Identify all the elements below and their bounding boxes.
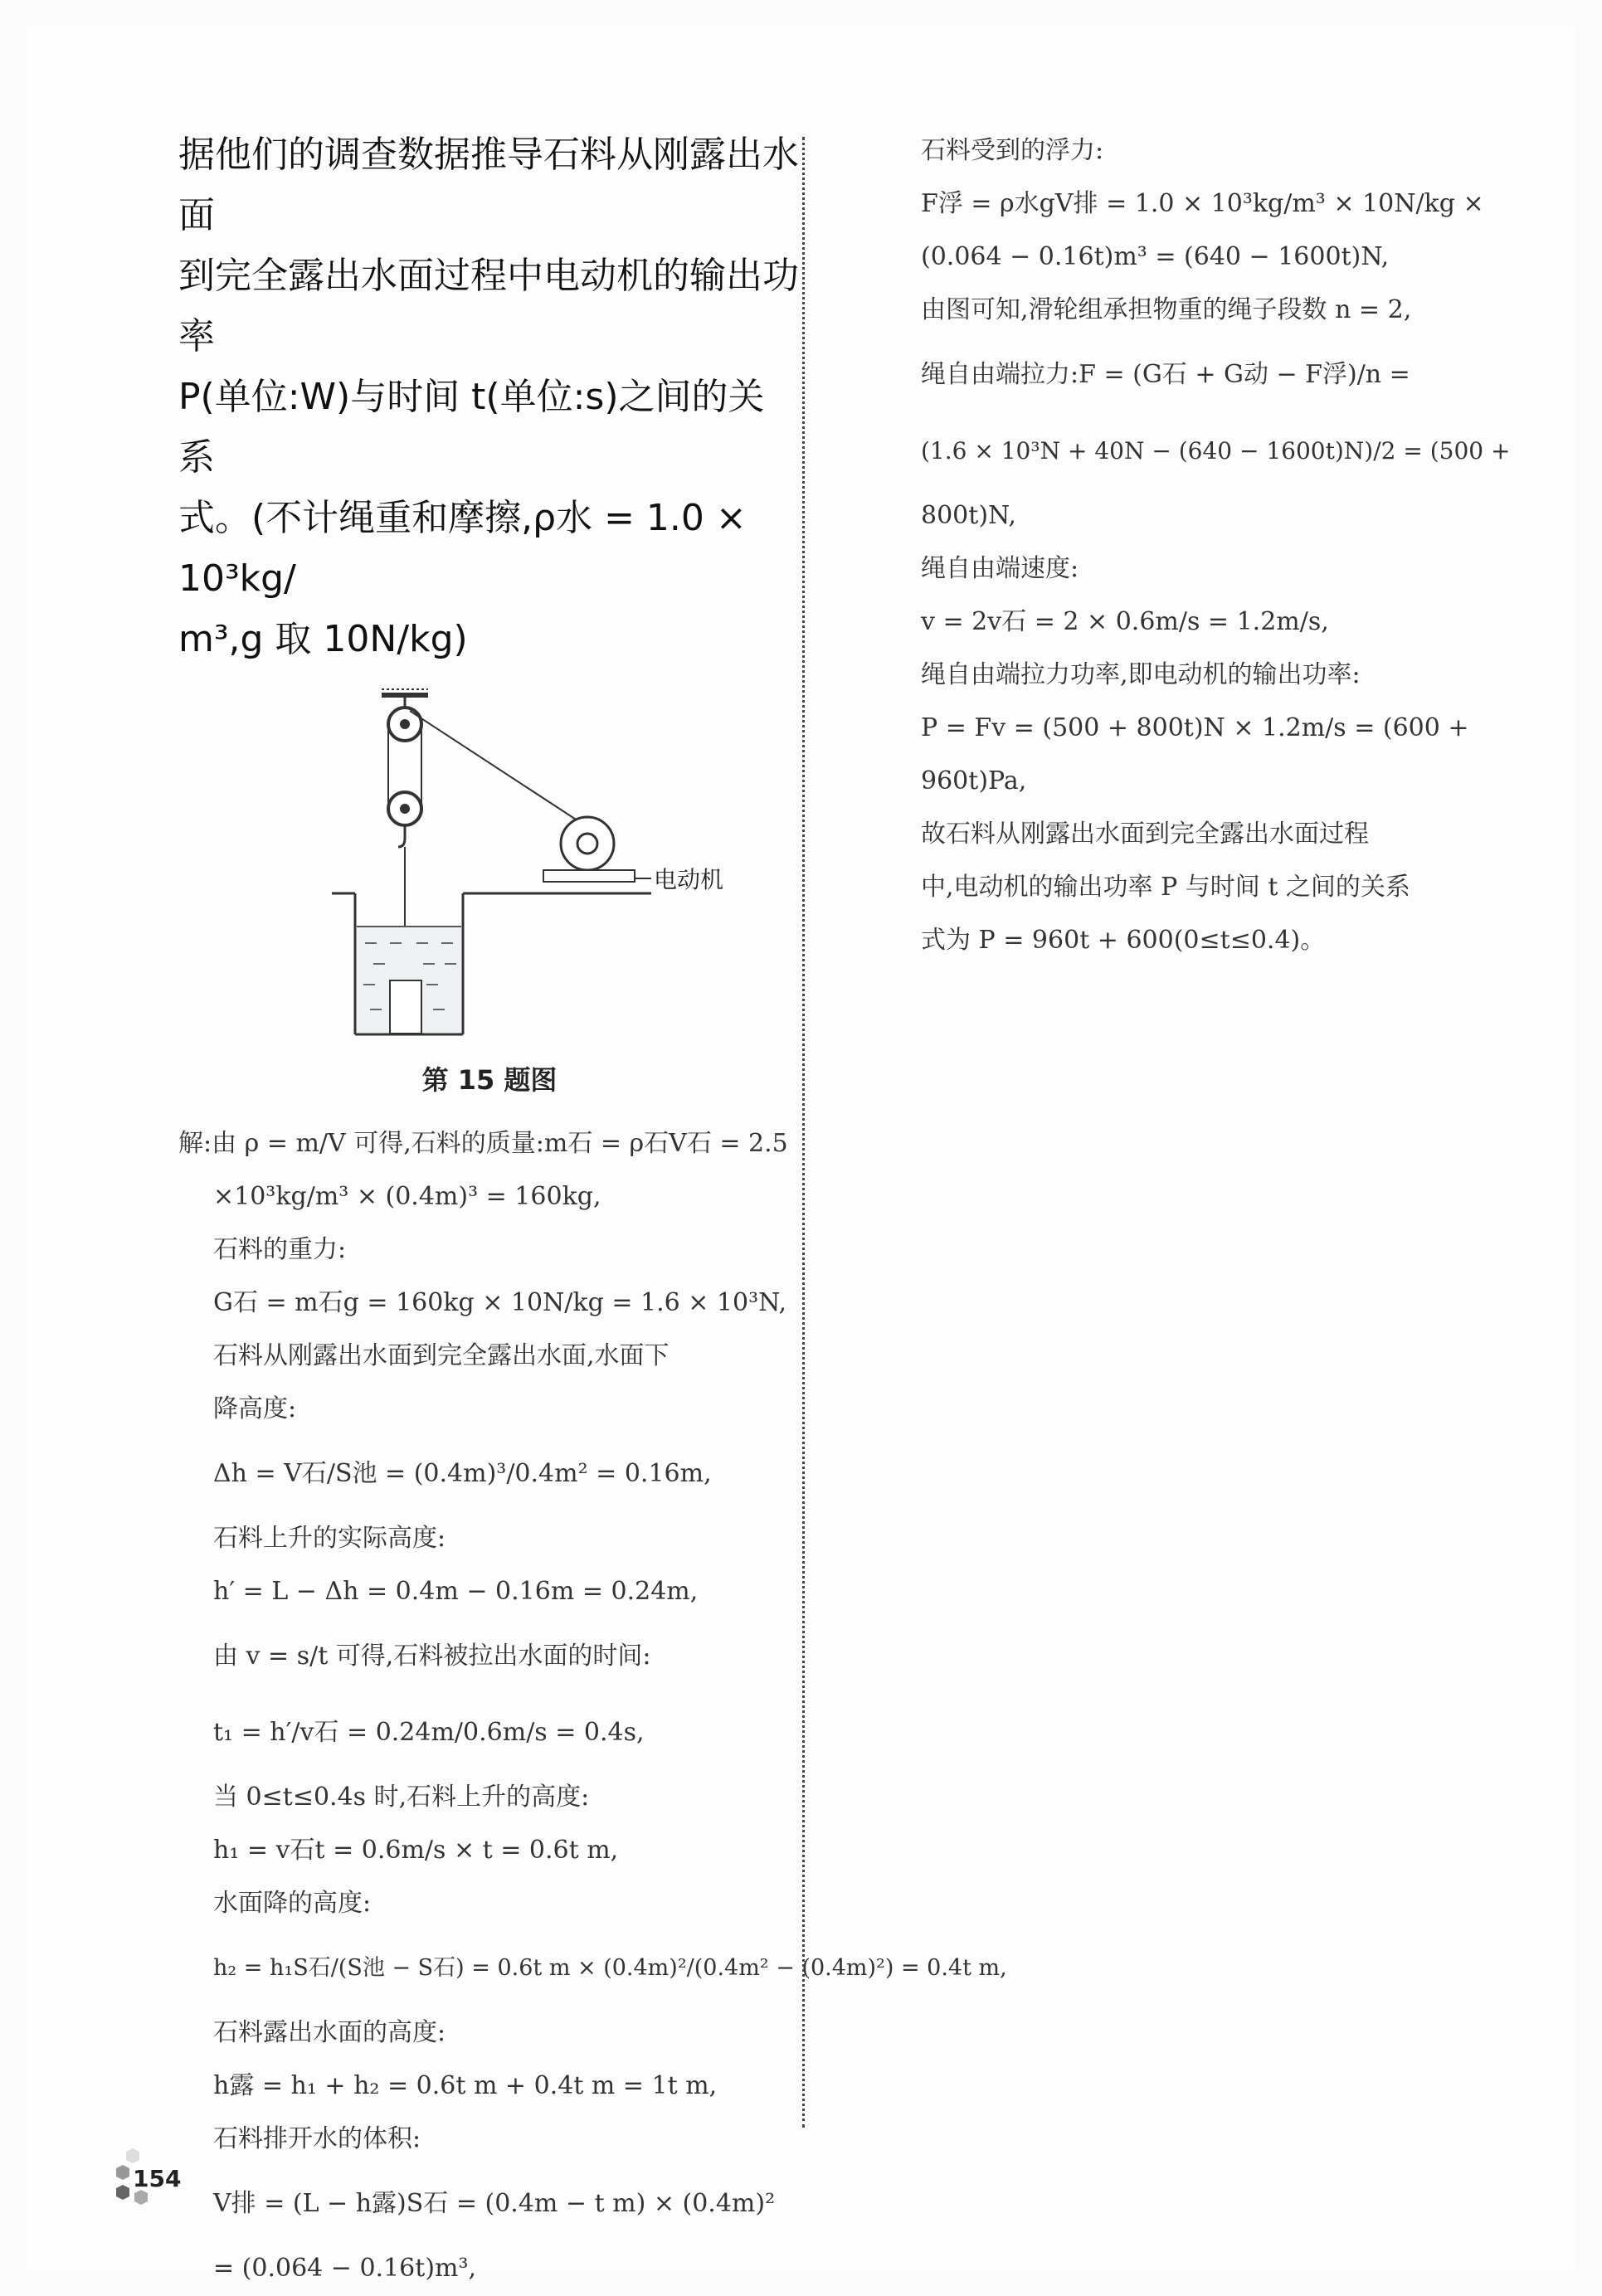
- pulley-diagram: [324, 686, 788, 1051]
- solution-line: 石料从刚露出水面到完全露出水面,水面下: [213, 1341, 670, 1370]
- solution-line: 降高度:: [213, 1394, 297, 1423]
- solution-line: G石 = m石g = 160kg × 10N/kg = 1.6 × 10³N,: [213, 1288, 786, 1317]
- solution-line: h′ = L − Δh = 0.4m − 0.16m = 0.24m,: [213, 1577, 699, 1606]
- motor-label: 电动机: [654, 866, 724, 893]
- solution-line: 由图可知,滑轮组承担物重的绳子段数 n = 2,: [921, 295, 1412, 324]
- solution-line: 960t)Pa,: [921, 766, 1027, 795]
- solution-line: 解:由 ρ = m/V 可得,石料的质量:m石 = ρ石V石 = 2.5: [178, 1129, 788, 1158]
- ceiling: [382, 693, 428, 698]
- solution-line: F浮 = ρ水gV排 = 1.0 × 10³kg/m³ × 10N/kg ×: [921, 189, 1484, 218]
- solution-line: 式为 P = 960t + 600(0≤t≤0.4)。: [921, 926, 1326, 955]
- solution-line: 中,电动机的输出功率 P 与时间 t 之间的关系: [921, 873, 1410, 902]
- page-number: 154: [133, 2165, 182, 2192]
- solution-line: h₁ = v石t = 0.6m/s × t = 0.6t m,: [213, 1836, 619, 1865]
- solution-line: (1.6 × 10³N + 40N − (640 − 1600t)N)/2 = (500 +: [921, 437, 1511, 465]
- problem-statement: [178, 124, 801, 669]
- solution-line: 石料排开水的体积:: [213, 2124, 421, 2153]
- solution-line: 水面降的高度:: [213, 1889, 372, 1918]
- solution-line: h露 = h₁ + h₂ = 0.6t m + 0.4t m = 1t m,: [213, 2071, 718, 2100]
- right-column: [921, 124, 1511, 967]
- solution-line: 绳自由端拉力功率,即电动机的输出功率:: [921, 660, 1361, 689]
- solution-line: 石料露出水面的高度:: [213, 2018, 446, 2047]
- solution-line: ×10³kg/m³ × (0.4m)³ = 160kg,: [213, 1182, 601, 1211]
- solution-line: = (0.064 − 0.16t)m³,: [213, 2254, 477, 2283]
- stone-block: [390, 980, 421, 1034]
- figure-caption: 第 15 题图: [421, 1064, 558, 1096]
- solution-line: V排 = (L − h露)S石 = (0.4m − t m) × (0.4m)²: [213, 2189, 776, 2218]
- motor-base: [543, 870, 635, 882]
- column-divider: [802, 137, 805, 2128]
- problem-line: 到完全露出水面过程中电动机的输出功率: [178, 255, 799, 358]
- solution-line: 当 0≤t≤0.4s 时,石料上升的高度:: [213, 1783, 590, 1812]
- solution-line: 800t)N,: [921, 501, 1016, 530]
- solution-line: Δh = V石/S池 = (0.4m)³/0.4m² = 0.16m,: [213, 1459, 712, 1488]
- solution-line: t₁ = h′/v石 = 0.24m/0.6m/s = 0.4s,: [213, 1718, 645, 1747]
- problem-line: m³,g 取 10N/kg): [178, 618, 468, 660]
- problem-line: 据他们的调查数据推导石料从刚露出水面: [178, 134, 799, 236]
- solution-line: 石料上升的实际高度:: [213, 1524, 446, 1553]
- solution-line: 石料受到的浮力:: [921, 136, 1104, 165]
- solution-left: [178, 1117, 1007, 2295]
- pulley-figure: [324, 686, 788, 1051]
- solution-line: 故石料从刚露出水面到完全露出水面过程: [921, 820, 1369, 849]
- solution-line: v = 2v石 = 2 × 0.6m/s = 1.2m/s,: [921, 607, 1329, 636]
- problem-line: P(单位:W)与时间 t(单位:s)之间的关系: [178, 376, 765, 479]
- solution-line: 绳自由端速度:: [921, 554, 1079, 583]
- solution-line: (0.064 − 0.16t)m³ = (640 − 1600t)N,: [921, 242, 1390, 271]
- solution-line: 石料的重力:: [213, 1235, 347, 1264]
- solution-line: 由 v = s/t 可得,石料被拉出水面的时间:: [213, 1642, 651, 1671]
- solution-line: h₂ = h₁S石/(S池 − S石) = 0.6t m × (0.4m)²/(0.4m² − (0.4m)²) = 0.4t m,: [213, 1955, 1007, 1981]
- problem-line: 式。(不计绳重和摩擦,ρ水 = 1.0 × 10³kg/: [178, 497, 747, 600]
- solution-line: P = Fv = (500 + 800t)N × 1.2m/s = (600 +: [921, 713, 1469, 742]
- solution-line: 绳自由端拉力:F = (G石 + G动 − F浮)/n =: [921, 360, 1410, 389]
